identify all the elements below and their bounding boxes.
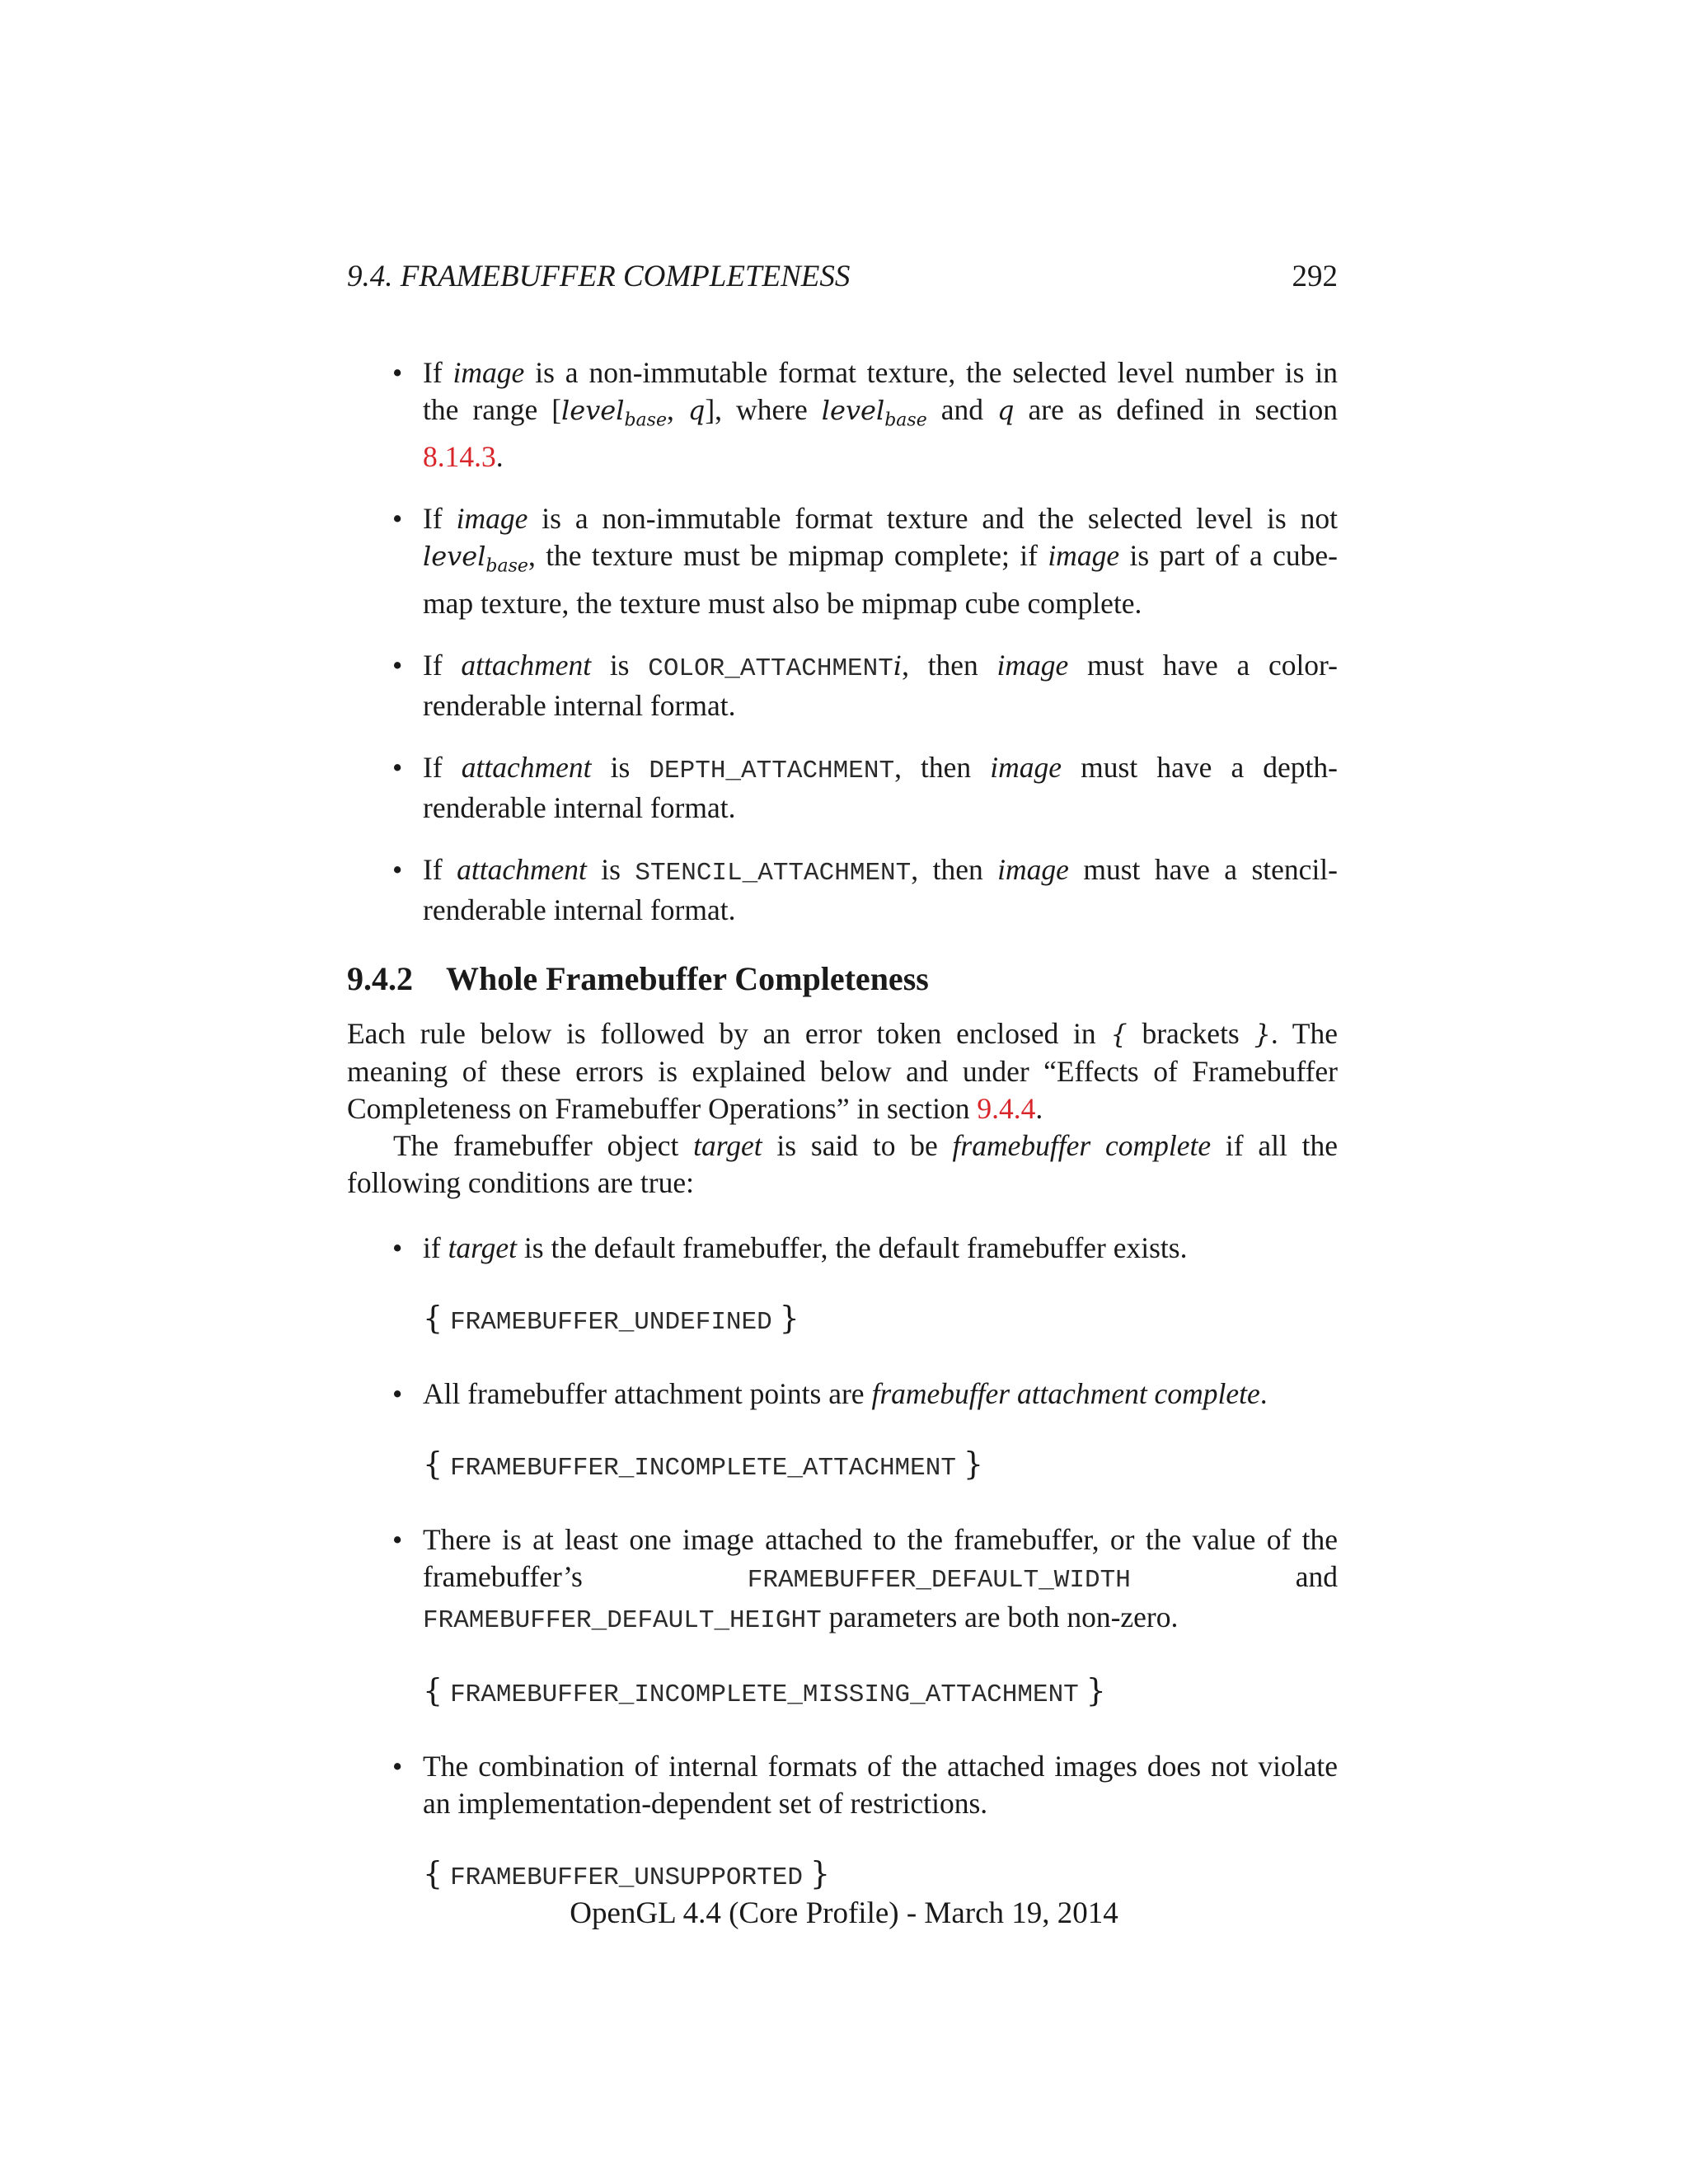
text: is: [591, 648, 649, 682]
error-token-name: FRAMEBUFFER_UNSUPPORTED: [450, 1863, 803, 1892]
emph: image: [996, 648, 1069, 682]
bullet-icon: •: [392, 649, 403, 682]
list-item: [347, 749, 1338, 827]
text: are as defined in section: [1014, 393, 1339, 426]
emph: image: [1048, 539, 1120, 573]
running-footer: OpenGL 4.4 (Core Profile) - March 19, 2014: [570, 1896, 1118, 1930]
text: , then: [902, 648, 997, 682]
emph: image: [452, 356, 525, 389]
text: If: [423, 750, 462, 784]
attachment-rules-list: [347, 354, 1338, 929]
math: [561, 395, 667, 431]
brace-open: {: [423, 1299, 443, 1336]
text: ], where: [705, 393, 822, 426]
text: ,: [666, 393, 688, 426]
text: There is at least one image attached to the framebuffer, or the value of the framebuffer’s: [423, 1522, 1338, 1593]
text: is: [586, 852, 635, 886]
error-token: [423, 1446, 1338, 1487]
section-link[interactable]: 8.14.3: [423, 440, 496, 474]
error-token-name: FRAMEBUFFER_UNDEFINED: [450, 1307, 772, 1337]
brace-close: }: [963, 1445, 984, 1482]
text: The combination of internal formats of the attached images does not violate an implementation-dependent set of restrictions.: [423, 1749, 1338, 1820]
bullet-icon: •: [392, 751, 403, 784]
text: All framebuffer attachment points are: [423, 1376, 872, 1410]
text: If: [423, 648, 462, 682]
bullet-icon: •: [392, 357, 403, 389]
error-token-name: FRAMEBUFFER_INCOMPLETE_ATTACHMENT: [450, 1453, 956, 1483]
bullet-icon: •: [392, 1523, 403, 1556]
brace-close: }: [779, 1299, 799, 1336]
math-var: q: [687, 395, 706, 426]
error-token: [423, 1855, 1338, 1896]
math-var: level: [821, 395, 885, 426]
section-heading: [347, 960, 1338, 997]
text: and: [926, 393, 997, 426]
brace-close: }: [1085, 1671, 1106, 1708]
list-item: [347, 1230, 1338, 1341]
brace-open: {: [423, 1854, 443, 1891]
brace-open: {: [1110, 1018, 1128, 1050]
emph: attachment: [461, 648, 592, 682]
list-item: [347, 1748, 1338, 1896]
text: is part of a cube-map texture, the texture must also be mipmap cube complete.: [423, 539, 1338, 620]
text: If: [423, 852, 457, 886]
text: brackets: [1127, 1016, 1254, 1050]
bullet-icon: •: [392, 1231, 403, 1264]
text: . The meaning of these errors is explained below and under “Effects of Framebuffer Completeness on Framebuffer Operations” in section: [347, 1016, 1338, 1125]
text: parameters are both non-zero.: [821, 1600, 1179, 1633]
text: The framebuffer object: [393, 1128, 694, 1162]
running-header: [347, 259, 1338, 294]
list-item: [347, 1376, 1338, 1487]
brace-close: }: [809, 1854, 830, 1891]
emph: image: [990, 750, 1062, 784]
math-var: i: [893, 649, 903, 682]
math-sub: base: [485, 555, 528, 577]
list-item: [347, 354, 1338, 476]
text: Each rule below is followed by an error token enclosed in: [347, 1016, 1111, 1050]
math-sub: base: [884, 410, 927, 431]
emph: attachment: [457, 852, 587, 886]
brace-open: {: [423, 1671, 443, 1708]
math-var: level: [561, 395, 625, 426]
code-token: COLOR_ATTACHMENT: [648, 654, 893, 683]
math: [423, 541, 528, 577]
text: .: [495, 440, 504, 474]
error-token-name: FRAMEBUFFER_INCOMPLETE_MISSING_ATTACHMENT: [450, 1680, 1079, 1709]
emph: target: [693, 1128, 762, 1162]
text: If: [423, 356, 453, 389]
code-token: DEPTH_ATTACHMENT: [649, 756, 895, 785]
text: if all the following conditions are true:: [347, 1128, 1338, 1199]
section-link[interactable]: 9.4.4: [977, 1091, 1036, 1125]
header-page-number: 292: [1292, 260, 1338, 293]
text: .: [1259, 1376, 1268, 1410]
code-token: FRAMEBUFFER_DEFAULT_WIDTH: [747, 1565, 1131, 1595]
header-section-title: 9.4. FRAMEBUFFER COMPLETENESS: [347, 260, 851, 293]
text: is the default framebuffer, the default framebuffer exists.: [517, 1230, 1188, 1264]
section-title: Whole Framebuffer Completeness: [446, 959, 929, 997]
emph: image: [997, 852, 1069, 886]
text: If: [423, 502, 457, 536]
text: and: [1130, 1559, 1338, 1593]
emph: framebuffer complete: [952, 1128, 1212, 1162]
text: must have a stencil-renderable internal format.: [423, 852, 1338, 926]
text: must have a depth-renderable internal format.: [423, 750, 1338, 824]
definition-paragraph: [347, 1127, 1338, 1202]
bullet-icon: •: [392, 853, 403, 886]
emph: attachment: [461, 750, 592, 784]
brace-close: }: [1254, 1018, 1271, 1050]
code-token: FRAMEBUFFER_DEFAULT_HEIGHT: [423, 1605, 822, 1635]
list-item: [347, 500, 1338, 621]
list-item: [347, 851, 1338, 929]
list-item: [347, 647, 1338, 724]
text: is said to be: [762, 1128, 953, 1162]
emph: image: [456, 502, 528, 536]
math-var: q: [997, 395, 1015, 426]
text: , then: [894, 750, 991, 784]
brace-open: {: [423, 1445, 443, 1482]
text: if: [423, 1230, 448, 1264]
text: is: [591, 750, 649, 784]
bullet-icon: •: [392, 503, 403, 536]
completeness-rules-list: [347, 1230, 1338, 1896]
math-sub: base: [624, 410, 667, 431]
error-token: [423, 1672, 1338, 1713]
list-item: [347, 1521, 1338, 1713]
text: must have a color-renderable internal format.: [423, 648, 1338, 722]
section-number: 9.4.2: [347, 959, 413, 997]
intro-paragraph: [347, 1015, 1338, 1127]
text: is a non-immutable format texture and the selected level is not: [528, 502, 1338, 536]
bullet-icon: •: [392, 1377, 403, 1410]
math-var: level: [423, 541, 486, 573]
code-token: STENCIL_ATTACHMENT: [635, 858, 912, 888]
page-body: [347, 354, 1338, 1931]
bullet-icon: •: [392, 1750, 403, 1783]
emph: target: [448, 1230, 518, 1264]
text: , then: [911, 852, 998, 886]
text: , the texture must be mipmap complete; if: [528, 539, 1048, 573]
math: [821, 395, 927, 431]
text: .: [1035, 1091, 1043, 1125]
error-token: [423, 1300, 1338, 1341]
emph: framebuffer attachment complete: [871, 1376, 1260, 1410]
text: is a non-immutable format texture, the selected level number is in the range [: [423, 356, 1338, 426]
